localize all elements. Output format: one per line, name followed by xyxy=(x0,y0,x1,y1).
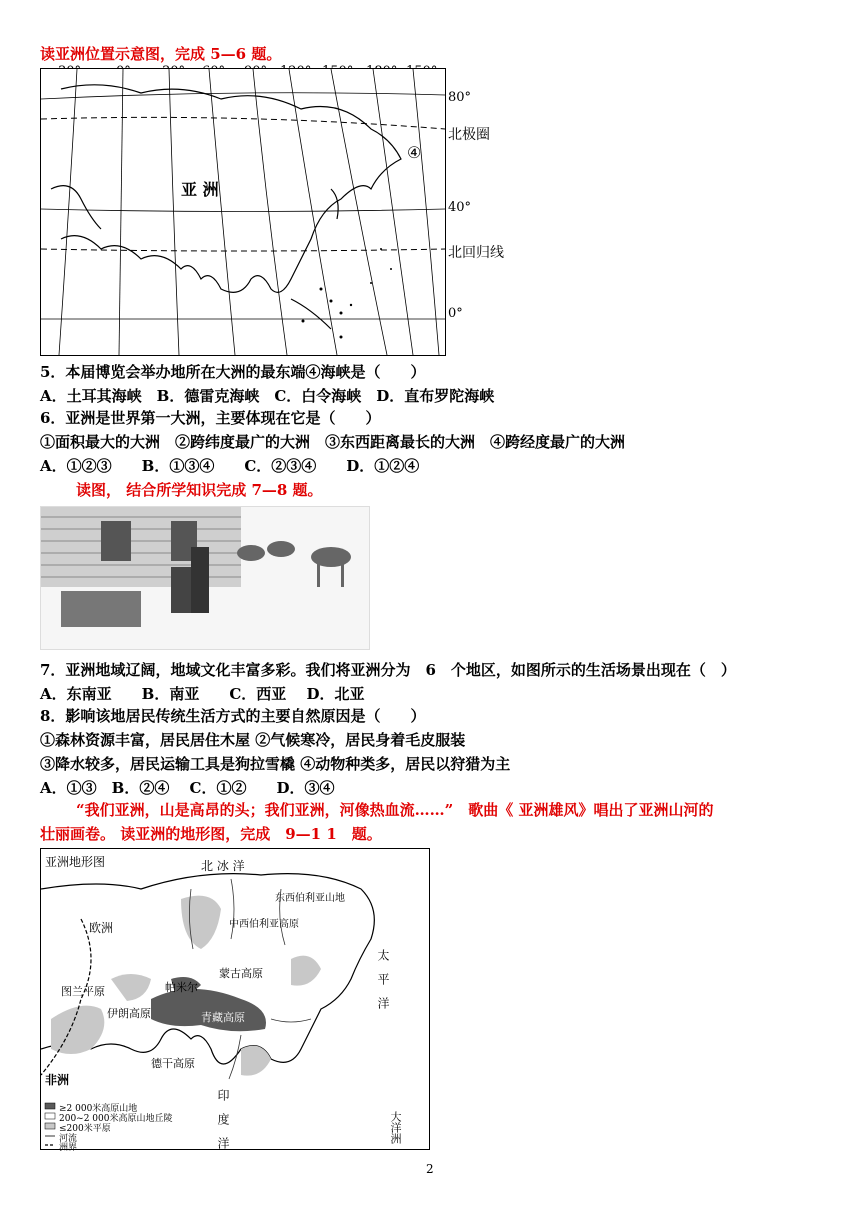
question-5-stem: 5．本届博览会举办地所在大洲的最东端④海峡是（ ） xyxy=(40,363,426,381)
label-east-siberia: 东西伯利亚山地 xyxy=(275,893,345,904)
question-6-stem: 6．亚洲是世界第一大洲，主要体现在它是（ ） xyxy=(40,409,381,427)
asia-label: 亚 洲 xyxy=(181,180,219,199)
section-header-5-6: 读亚洲位置示意图，完成 5—6 题。 xyxy=(40,45,282,63)
tropic-label: 北回归线 xyxy=(448,245,504,261)
question-8-item-line-1: ①森林资源丰富，居民居住木屋 ②气候寒冷，居民身着毛皮服装 xyxy=(40,731,466,749)
question-6-options: A．①②③ B．①③④ C．②③④ D．①②④ xyxy=(40,457,420,475)
label-mongolia-plateau: 蒙古高原 xyxy=(219,967,263,980)
arctic-circle-label: 北极圈 xyxy=(448,127,490,143)
legend-high: ≥2 000米高原山地 xyxy=(59,1104,138,1114)
label-oceania: 大洋洲 xyxy=(389,1111,402,1144)
question-7-stem: 7．亚洲地域辽阔，地域文化丰富多彩。我们将亚洲分为 6 个地区，如图所示的生活场景出现在（ ） xyxy=(40,661,736,679)
label-arctic-ocean: 北 冰 洋 xyxy=(201,859,245,873)
section-header-7-8: 读图， 结合所学知识完成 7—8 题。 xyxy=(76,481,323,499)
label-tibet-plateau: 青藏高原 xyxy=(201,1011,245,1024)
label-europe: 欧洲 xyxy=(89,921,114,935)
question-5-options: A．土耳其海峡 B．德雷克海峡 C．白令海峡 D．直布罗陀海峡 xyxy=(40,387,495,405)
lat-40-label: 40° xyxy=(448,200,472,215)
asia-terrain-map xyxy=(40,848,430,1153)
reindeer-sled-photo xyxy=(40,506,370,650)
section-header-9-11-line-2: 壮丽画卷。 读亚洲的地形图，完成 9—1 1 题。 xyxy=(40,825,382,843)
asia-location-map xyxy=(40,68,446,356)
legend-mid: 200~2 000米高原山地丘陵 xyxy=(59,1114,173,1124)
label-pamir: 帕米尔 xyxy=(165,981,198,994)
label-turan-plain: 图兰平原 xyxy=(61,985,105,998)
marker-4: ④ xyxy=(407,143,422,162)
map2-title: 亚洲地形图 xyxy=(45,855,106,869)
question-7-options: A．东南亚 B．南亚 C．西亚 D．北亚 xyxy=(40,685,365,703)
label-deccan-plateau: 德干高原 xyxy=(151,1057,195,1070)
label-pacific: 太 平 洋 xyxy=(376,949,390,1009)
map1-svg xyxy=(41,69,445,355)
legend-low: ≤200米平原 xyxy=(59,1124,111,1134)
question-8-item-line-2: ③降水较多，居民运输工具是狗拉雪橇 ④动物种类多，居民以狩猎为主 xyxy=(40,755,511,773)
section-header-9-11-line-1: “我们亚洲，山是高昂的头；我们亚洲，河像热血流……” 歌曲《 亚洲雄风》唱出了亚洲山河的 xyxy=(76,801,714,819)
question-8-options: A．①③ B．②④ C．①② D．③④ xyxy=(40,779,335,797)
lat-80-label: 80° xyxy=(448,90,472,105)
label-central-siberia: 中西伯利亚高原 xyxy=(229,919,299,930)
page-number: 2 xyxy=(426,1162,434,1176)
photo-svg xyxy=(41,507,369,649)
equator-label: 0° xyxy=(448,306,463,321)
label-iran-plateau: 伊朗高原 xyxy=(107,1007,151,1020)
legend-river: 河流 xyxy=(59,1134,78,1144)
label-africa: 非洲 xyxy=(45,1073,70,1087)
label-indian-ocean: 印 度 洋 xyxy=(216,1089,230,1149)
question-8-stem: 8．影响该地居民传统生活方式的主要自然原因是（ ） xyxy=(40,707,426,725)
legend-boundary: 洲界 xyxy=(59,1143,78,1153)
question-6-items: ①面积最大的大洲 ②跨纬度最广的大洲 ③东西距离最长的大洲 ④跨经度最广的大洲 xyxy=(40,433,626,451)
